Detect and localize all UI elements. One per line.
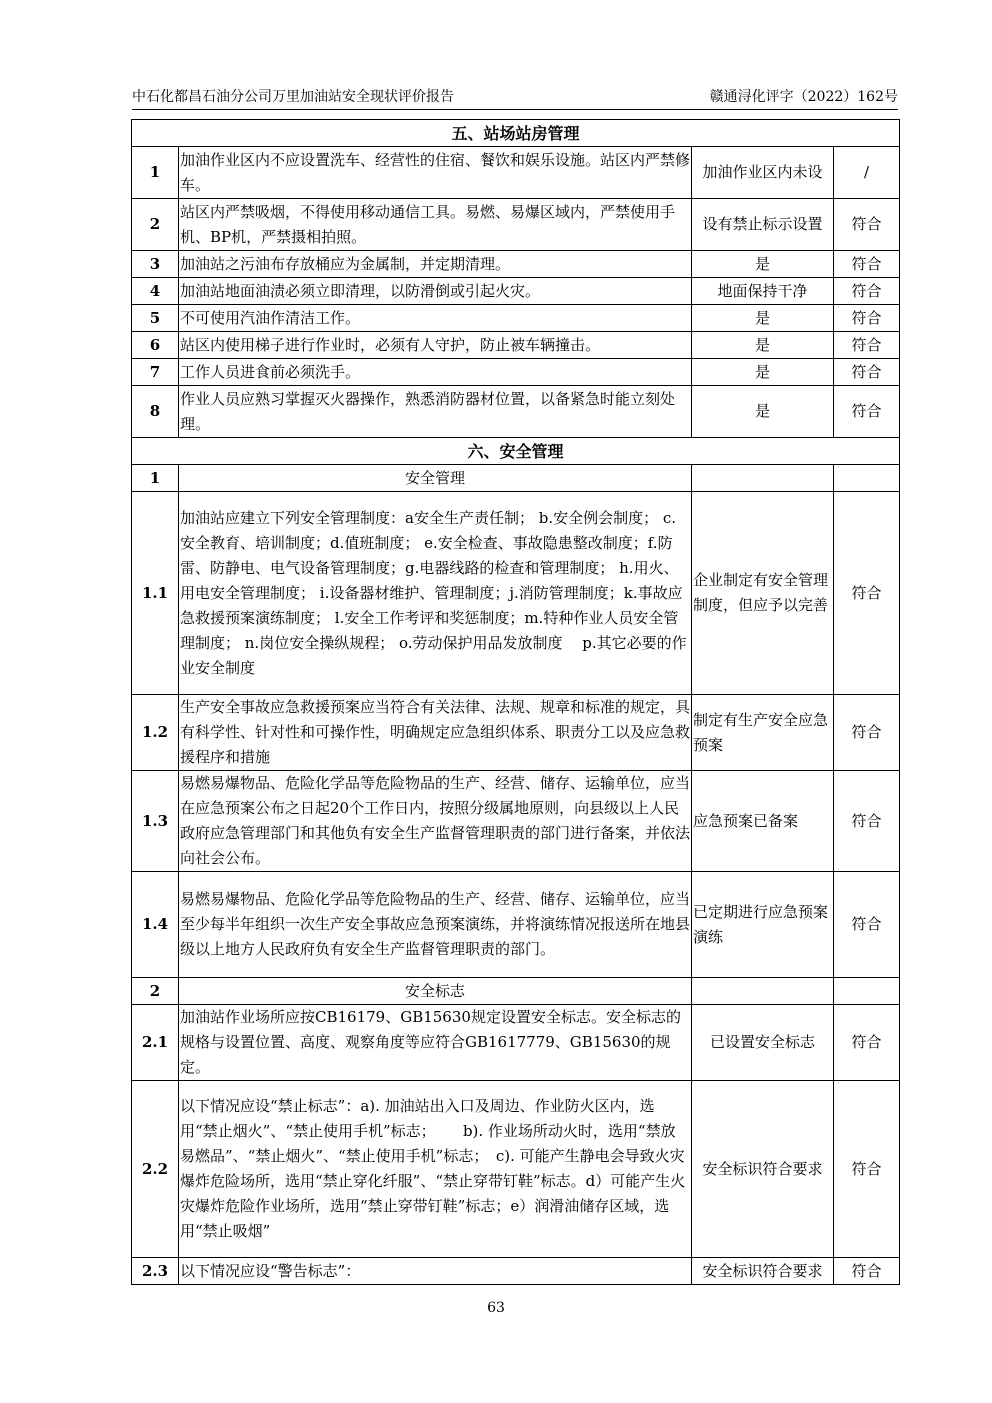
row-status: 安全标识符合要求 [692, 1081, 834, 1258]
table-row [132, 771, 900, 872]
empty-cell [692, 978, 834, 1005]
row-number: 2 [132, 199, 179, 251]
row-content: 以下情况应设“警告标志”： [179, 1258, 692, 1285]
row-status: 是 [692, 332, 834, 359]
row-content: 易燃易爆物品、危险化学品等危险物品的生产、经营、储存、运输单位，应当在应急预案公布之日起20个工作日内，按照分级属地原则，向县级以上人民政府应急管理部门和其他负有安全生产监督管理职责的部门进行备案，并依法向社会公布。 [179, 771, 692, 872]
row-number: 1 [132, 147, 179, 199]
row-number: 2.3 [132, 1258, 179, 1285]
subsection-row [132, 978, 900, 1005]
row-content: 加油站作业场所应按CB16179、GB15630规定设置安全标志。安全标志的规格与设置位置、高度、观察角度等应符合GB1617779、GB15630的规定。 [179, 1005, 692, 1081]
row-content: 工作人员进食前必须洗手。 [179, 359, 692, 386]
row-status: 是 [692, 359, 834, 386]
table-row [132, 386, 900, 438]
row-result: 符合 [834, 1258, 900, 1285]
report-title: 中石化都昌石油分公司万里加油站安全现状评价报告 [132, 89, 454, 105]
subsection-title: 安全管理 [179, 465, 692, 492]
table-row [132, 359, 900, 386]
row-number: 2.2 [132, 1081, 179, 1258]
subsection-number: 2 [132, 978, 179, 1005]
section-header-row [132, 120, 900, 147]
row-content: 作业人员应熟习掌握灭火器操作，熟悉消防器材位置，以备紧急时能立刻处理。 [179, 386, 692, 438]
subsection-title: 安全标志 [179, 978, 692, 1005]
table-row [132, 1258, 900, 1285]
row-content: 以下情况应设“禁止标志”：a). 加油站出入口及周边、作业防火区内，选用“禁止烟火”、“禁止使用手机”标志； b). 作业场所动火时，选用“禁放易燃品”、“禁止烟火”、“禁止使用手机”标志； c). 可能产生静电会导致火灾爆炸危险场所，选用“禁止穿化纤服”、“禁止穿带钉鞋”标志。d）可能产生火灾爆炸危险作业场所，选用“禁止穿带钉鞋”标志；e）润滑油储存区域，选用“禁止吸烟” [179, 1081, 692, 1258]
page-number: 63 [487, 1300, 505, 1316]
empty-cell [834, 465, 900, 492]
header-rule [132, 109, 898, 110]
row-content: 加油作业区内不应设置洗车、经营性的住宿、餐饮和娱乐设施。站区内严禁修车。 [179, 147, 692, 199]
row-number: 6 [132, 332, 179, 359]
row-status: 制定有生产安全应急预案 [692, 695, 834, 771]
row-status: 加油作业区内未设 [692, 147, 834, 199]
section-header-row [132, 438, 900, 465]
row-result: 符合 [834, 305, 900, 332]
row-status: 设有禁止标示设置 [692, 199, 834, 251]
table-row [132, 251, 900, 278]
row-number: 1.4 [132, 872, 179, 978]
row-number: 1.2 [132, 695, 179, 771]
row-number: 2.1 [132, 1005, 179, 1081]
table-row [132, 695, 900, 771]
subsection-row [132, 465, 900, 492]
row-status: 已设置安全标志 [692, 1005, 834, 1081]
row-result: 符合 [834, 386, 900, 438]
row-number: 5 [132, 305, 179, 332]
row-content: 站区内使用梯子进行作业时，必须有人守护，防止被车辆撞击。 [179, 332, 692, 359]
section-title: 五、站场站房管理 [132, 120, 900, 147]
empty-cell [834, 978, 900, 1005]
row-status: 已定期进行应急预案演练 [692, 872, 834, 978]
row-status: 应急预案已备案 [692, 771, 834, 872]
row-content: 站区内严禁吸烟，不得使用移动通信工具。易燃、易爆区域内，严禁使用手机、BP机，严禁摄相拍照。 [179, 199, 692, 251]
row-content: 加油站应建立下列安全管理制度：a安全生产责任制； b.安全例会制度； c.安全教育、培训制度；d.值班制度； e.安全检查、事故隐患整改制度；f.防雷、防静电、电气设备管理制度；g.电器线路的检查和管理制度； h.用火、用电安全管理制度； i.设备器材维护、管理制度；j.消防管理制度；k.事故应急救援预案演练制度； l.安全工作考评和奖惩制度；m.特种作业人员安全管理制度； n.岗位安全操纵规程； o.劳动保护用品发放制度 p.其它必要的作业安全制度 [179, 492, 692, 695]
row-content: 生产安全事故应急救援预案应当符合有关法律、法规、规章和标准的规定，具有科学性、针对性和可操作性，明确规定应急组织体系、职责分工以及应急救援程序和措施 [179, 695, 692, 771]
row-result: 符合 [834, 332, 900, 359]
empty-cell [692, 465, 834, 492]
row-status: 是 [692, 305, 834, 332]
row-content: 不可使用汽油作清洁工作。 [179, 305, 692, 332]
row-number: 1.3 [132, 771, 179, 872]
row-content: 易燃易爆物品、危险化学品等危险物品的生产、经营、储存、运输单位，应当至少每半年组织一次生产安全事故应急预案演练，并将演练情况报送所在地县级以上地方人民政府负有安全生产监督管理职责的部门。 [179, 872, 692, 978]
row-result: 符合 [834, 771, 900, 872]
table-row [132, 872, 900, 978]
table-row [132, 305, 900, 332]
row-result: 符合 [834, 1081, 900, 1258]
row-number: 3 [132, 251, 179, 278]
row-result: 符合 [834, 359, 900, 386]
subsection-number: 1 [132, 465, 179, 492]
page-header [132, 86, 898, 108]
row-result: 符合 [834, 1005, 900, 1081]
table-row [132, 1005, 900, 1081]
row-result: 符合 [834, 872, 900, 978]
section-title: 六、安全管理 [132, 438, 900, 465]
row-status: 是 [692, 251, 834, 278]
row-number: 8 [132, 386, 179, 438]
row-number: 1.1 [132, 492, 179, 695]
table-row [132, 199, 900, 251]
row-status: 安全标识符合要求 [692, 1258, 834, 1285]
row-number: 7 [132, 359, 179, 386]
row-result: 符合 [834, 695, 900, 771]
table-row [132, 278, 900, 305]
row-status: 企业制定有安全管理制度，但应予以完善 [692, 492, 834, 695]
row-result: 符合 [834, 251, 900, 278]
row-result: / [834, 147, 900, 199]
row-status: 地面保持干净 [692, 278, 834, 305]
row-number: 4 [132, 278, 179, 305]
row-result: 符合 [834, 278, 900, 305]
report-number: 赣通浔化评字（2022）162号 [709, 89, 898, 105]
table-row [132, 147, 900, 199]
table-row [132, 492, 900, 695]
row-content: 加油站地面油渍必须立即清理，以防滑倒或引起火灾。 [179, 278, 692, 305]
assessment-table [131, 119, 900, 1285]
row-result: 符合 [834, 199, 900, 251]
row-content: 加油站之污油布存放桶应为金属制，并定期清理。 [179, 251, 692, 278]
table-row [132, 332, 900, 359]
row-result: 符合 [834, 492, 900, 695]
row-status: 是 [692, 386, 834, 438]
table-row [132, 1081, 900, 1258]
